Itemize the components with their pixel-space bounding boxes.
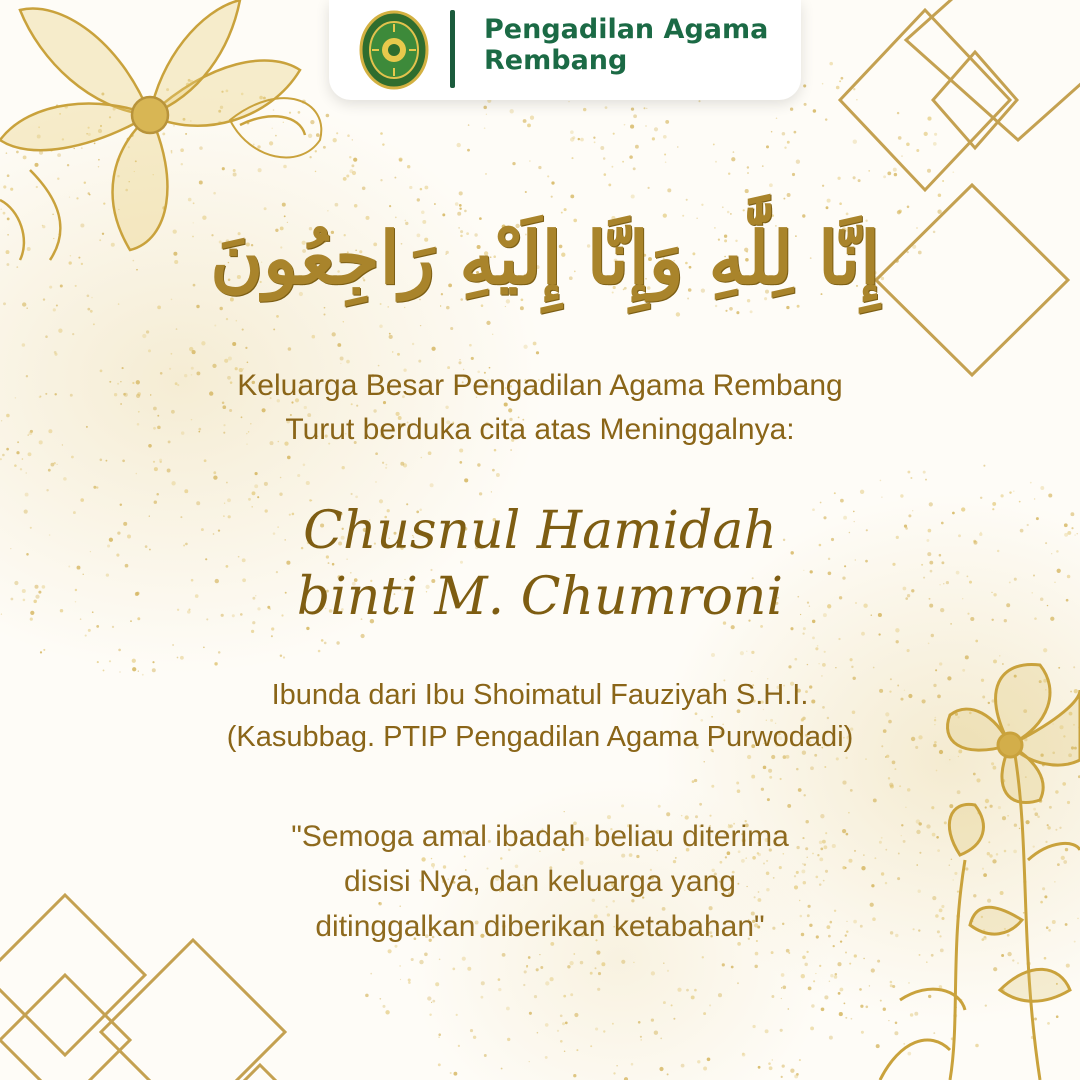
header-divider bbox=[450, 10, 455, 88]
header-title bbox=[484, 14, 784, 76]
header-card bbox=[329, 0, 801, 100]
header-title-line2: Rembang bbox=[484, 45, 628, 76]
relation-line2: (Kasubbag. PTIP Pengadilan Agama Purwodadi) bbox=[226, 721, 854, 753]
prayer-text bbox=[90, 814, 990, 949]
prayer-line1: "Semoga amal ibadah beliau diterima bbox=[291, 820, 789, 853]
deceased-name-line1: Chusnul Hamidah bbox=[303, 501, 777, 561]
intro-line1: Keluarga Besar Pengadilan Agama Rembang bbox=[237, 369, 843, 402]
relation-text bbox=[90, 674, 990, 758]
deceased-name bbox=[90, 498, 990, 630]
prayer-line3: ditinggalkan diberikan ketabahan" bbox=[315, 910, 765, 943]
deceased-name-line2: binti M. Chumroni bbox=[296, 567, 784, 627]
intro-text bbox=[90, 364, 990, 452]
intro-line2: Turut berduka cita atas Meninggalnya: bbox=[285, 413, 795, 446]
prayer-line2: disisi Nya, dan keluarga yang bbox=[344, 865, 736, 898]
header-title-line1: Pengadilan Agama bbox=[484, 14, 769, 45]
court-emblem-icon bbox=[359, 10, 429, 90]
arabic-calligraphy: إِنَّا لِلَّٰهِ وَإِنَّا إِلَيْهِ رَاجِعُونَ bbox=[210, 215, 880, 300]
relation-line1: Ibunda dari Ibu Shoimatul Fauziyah S.H.I. bbox=[271, 679, 809, 711]
